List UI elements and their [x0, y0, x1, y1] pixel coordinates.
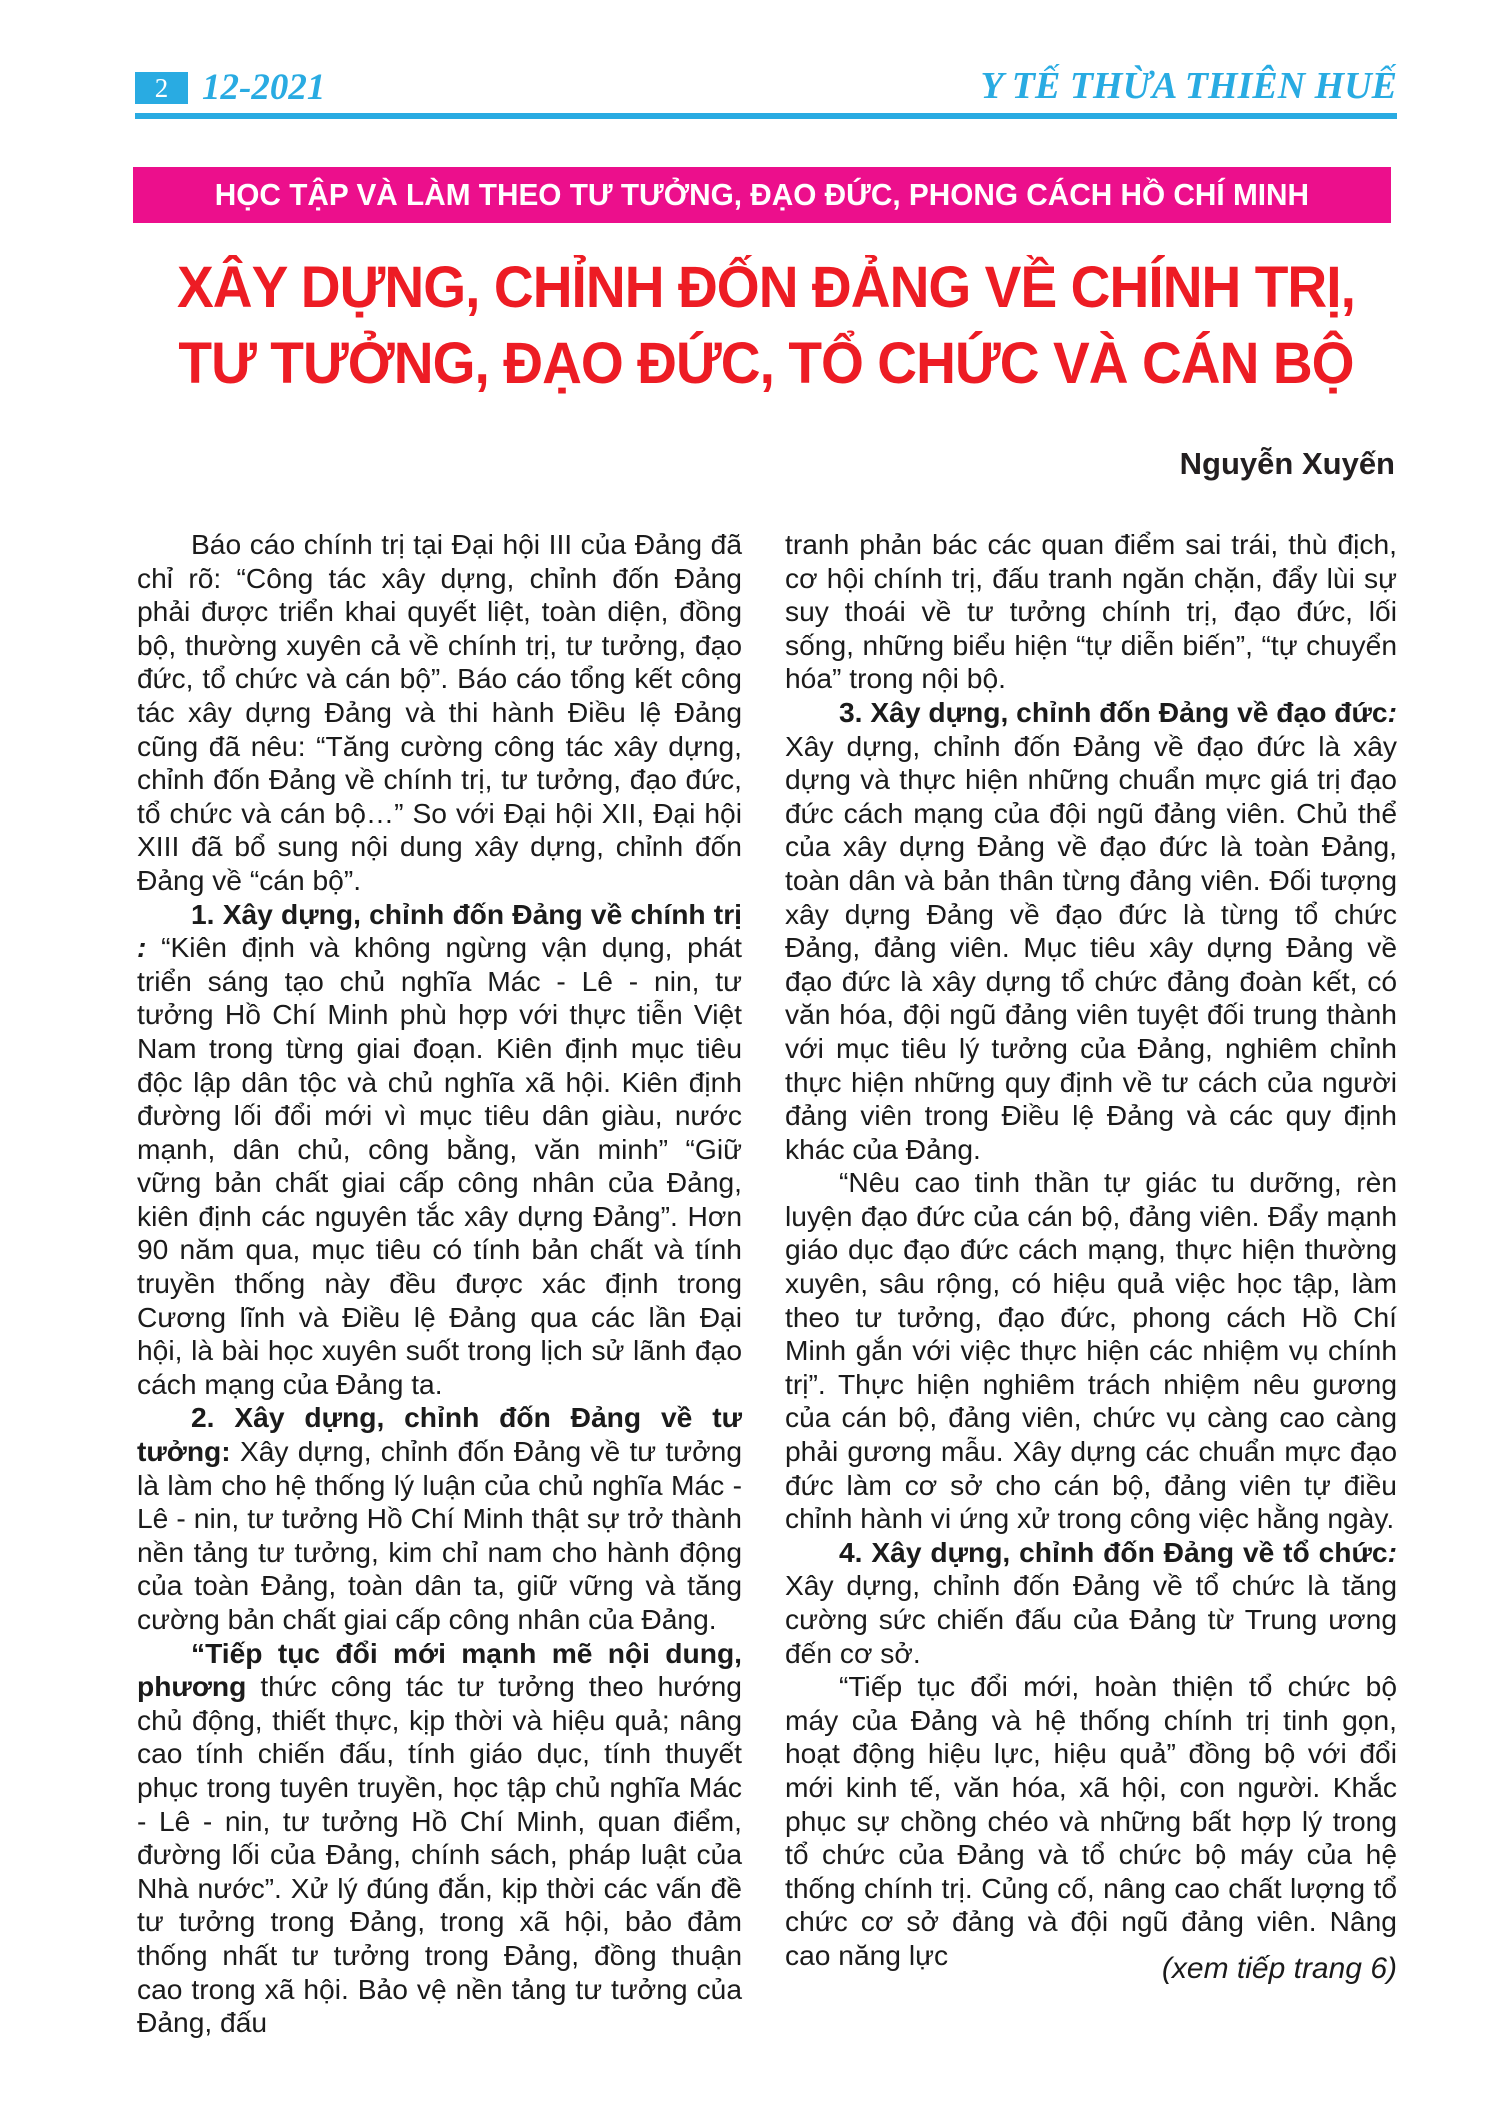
issue-date: 12-2021: [202, 67, 326, 108]
paragraph-intro: Báo cáo chính trị tại Đại hội III của Đảng đã chỉ rõ: “Công tác xây dựng, chỉnh đốn Đảng phải được triển khai quyết liệt, toàn diện, đồng bộ, thường xuyên cả về chính trị, tư tưởng, đạo đức, tổ chức và cán bộ”. Báo cáo tổng kết công tác xây dựng Đảng và thi hành Điều lệ Đảng cũng đã nêu: “Tăng cường công tác xây dựng, chỉnh đốn Đảng về chính trị, tư tưởng, đạo đức, tổ chức và cán bộ…” So với Đại hội XII, Đại hội XIII đã bổ sung nội dung xây dựng, chỉnh đốn Đảng về “cán bộ”.: [137, 528, 742, 896]
column-left: [137, 528, 742, 2040]
paragraph-section-2: 2. Xây dựng, chỉnh đốn Đảng về tư tưởng: Xây dựng, chỉnh đốn Đảng về tư tưởng là làm cho hệ thống lý luận của chủ nghĩa Mác - Lê - nin, tư tưởng Hồ Chí Minh thật sự trở thành nền tảng tư tưởng, kim chỉ nam cho hành động của toàn Đảng, toàn dân ta, giữ vững và tăng cường bản chất giai cấp công nhân của Đảng.: [137, 1401, 742, 1635]
paragraph-quote-ideology: “Tiếp tục đổi mới mạnh mẽ nội dung, phương thức công tác tư tưởng theo hướng chủ động, thiết thực, kịp thời và hiệu quả; nâng cao tính chiến đấu, tính giáo dục, tính thuyết phục trong tuyên truyền, học tập chủ nghĩa Mác - Lê - nin, tư tưởng Hồ Chí Minh, quan điểm, đường lối của Đảng, chính sách, pháp luật của Nhà nước”. Xử lý đúng đắn, kịp thời các vấn đề tư tưởng trong Đảng, trong xã hội, bảo đảm thống nhất tư tưởng trong Đảng, đồng thuận cao trong xã hội. Bảo vệ nền tảng tư tưởng của Đảng, đấu: [137, 1636, 742, 2039]
paragraph-section-3: 3. Xây dựng, chỉnh đốn Đảng về đạo đức: Xây dựng, chỉnh đốn Đảng về đạo đức là xây dựng và thực hiện những chuẩn mực giá trị đạo đức cách mạng của đội ngũ đảng viên. Chủ thể của xây dựng Đảng về đạo đức là toàn Đảng, toàn dân và bản thân từng đảng viên. Đối tượng xây dựng Đảng về đạo đức là từng tổ chức Đảng, đảng viên. Mục tiêu xây dựng Đảng về đạo đức là xây dựng tổ chức đảng đoàn kết, có văn hóa, đội ngũ đảng viên tuyệt đối trung thành với mục tiêu lý tưởng của Đảng, nghiêm chỉnh thực hiện những quy định về tư cách của người đảng viên trong Điều lệ Đảng và các quy định khác của Đảng.: [785, 695, 1397, 1165]
section-banner-text: HỌC TẬP VÀ LÀM THEO TƯ TƯỞNG, ĐẠO ĐỨC, PHONG CÁCH HỒ CHÍ MINH: [214, 177, 1310, 212]
continuation-note: (xem tiếp trang 6): [1161, 1952, 1397, 1985]
section-banner: [133, 167, 1391, 223]
page-number: 2: [154, 72, 169, 103]
journal-title: Y TẾ THỪA THIÊN HUẾ: [980, 65, 1397, 107]
article-title-line2: TƯ TƯỞNG, ĐẠO ĐỨC, TỔ CHỨC VÀ CÁN BỘ: [178, 331, 1354, 396]
section-4-heading: 4. Xây dựng, chỉnh đốn Đảng về tổ chức: [839, 1535, 1388, 1568]
section-1-heading: 1. Xây dựng, chỉnh đốn Đảng về chính trị: [191, 897, 742, 930]
paragraph-quote-organization: “Tiếp tục đổi mới, hoàn thiện tổ chức bộ máy của Đảng và hệ thống chính trị tinh gọn, hoạt động hiệu lực, hiệu quả” đồng bộ với đổi mới kinh tế, văn hóa, xã hội, con người. Khắc phục sự chồng chéo và những bất hợp lý trong tổ chức của Đảng và tổ chức bộ máy của hệ thống chính trị. Củng cố, nâng cao chất lượng tổ chức cơ sở đảng và đội ngũ đảng viên. Nâng cao năng lực: [785, 1670, 1397, 1971]
author-byline: Nguyễn Xuyến: [1179, 446, 1395, 481]
header-rule: [135, 113, 1397, 119]
paragraph-section-1: 1. Xây dựng, chỉnh đốn Đảng về chính trị : “Kiên định và không ngừng vận dụng, phát triển sáng tạo chủ nghĩa Mác - Lê - nin, tư tưởng Hồ Chí Minh phù hợp với thực tiễn Việt Nam trong từng giai đoạn. Kiên định mục tiêu độc lập dân tộc và chủ nghĩa xã hội. Kiên định đường lối đổi mới vì mục tiêu dân giàu, nước mạnh, dân chủ, công bằng, văn minh” “Giữ vững bản chất giai cấp công nhân của Đảng, kiên định các nguyên tắc xây dựng Đảng”. Hơn 90 năm qua, mục tiêu có tính bản chất và tính truyền thống này đều được xác định trong Cương lĩnh và Điều lệ Đảng qua các lần Đại hội, là bài học xuyên suốt trong lịch sử lãnh đạo cách mạng của Đảng ta.: [137, 897, 743, 1400]
page-number-badge: [135, 72, 188, 104]
section-2-heading: 2. Xây dựng, chỉnh đốn Đảng về tư tưởng:: [137, 1401, 742, 1468]
section-3-heading: 3. Xây dựng, chỉnh đốn Đảng về đạo đức: [839, 695, 1388, 728]
paragraph-section-4: 4. Xây dựng, chỉnh đốn Đảng về tổ chức: Xây dựng, chỉnh đốn Đảng về tổ chức là tăng cường sức chiến đấu của Đảng từ Trung ương đến cơ sở.: [785, 1535, 1397, 1669]
article-title-line1: XÂY DỰNG, CHỈNH ĐỐN ĐẢNG VỀ CHÍNH TRỊ,: [176, 255, 1356, 320]
article-title: [167, 250, 1366, 402]
paragraph-quote-ethics: “Nêu cao tinh thần tự giác tu dưỡng, rèn luyện đạo đức của cán bộ, đảng viên. Đẩy mạnh giáo dục đạo đức cách mạng, thực hiện thường xuyên, sâu rộng, có hiệu quả việc học tập, làm theo tư tưởng, đạo đức, phong cách Hồ Chí Minh gắn với việc thực hiện các nhiệm vụ chính trị”. Thực hiện nghiêm trách nhiệm nêu gương của cán bộ, đảng viên, chức vụ càng cao càng phải gương mẫu. Xây dựng các chuẩn mực đạo đức làm cơ sở cho cán bộ, đảng viên tự điều chỉnh hành vi ứng xử trong công việc hằng ngày.: [785, 1166, 1397, 1535]
column-right: [785, 528, 1397, 1973]
paragraph-continued: tranh phản bác các quan điểm sai trái, thù địch, cơ hội chính trị, đấu tranh ngăn chặn, đẩy lùi sự suy thoái về tư tưởng chính trị, đạo đức, lối sống, những biểu hiện “tự diễn biến”, “tự chuyển hóa” trong nội bộ.: [785, 528, 1397, 695]
